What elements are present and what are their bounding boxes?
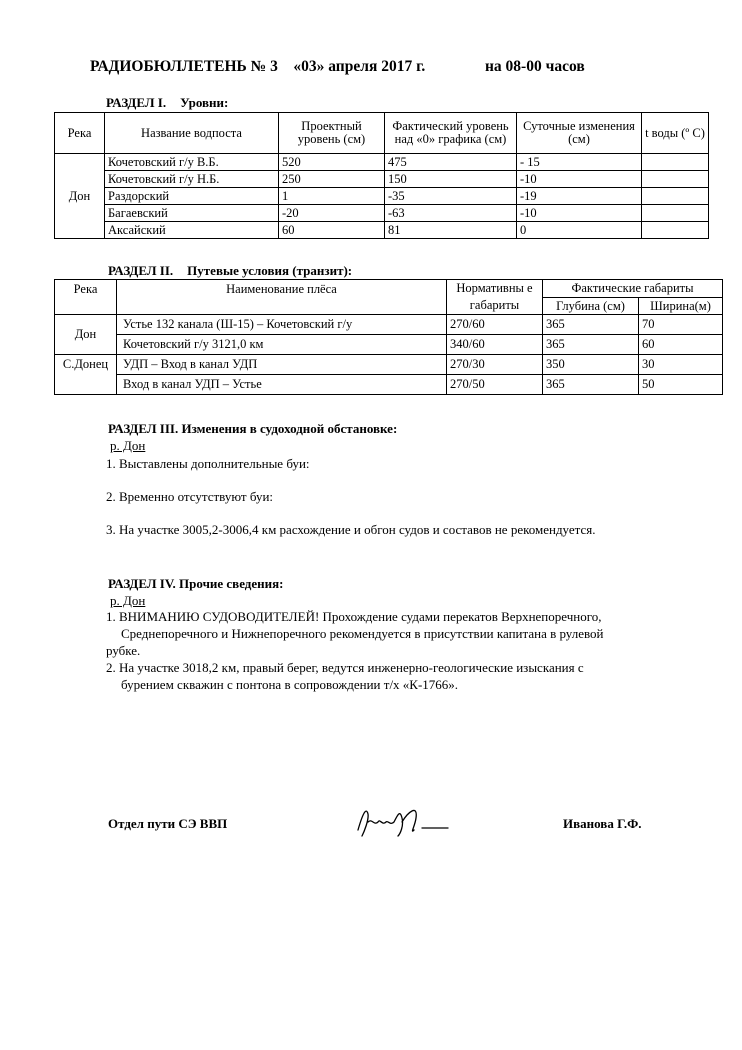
col-actual-dimensions: Фактические габариты xyxy=(543,280,723,298)
department-name: Отдел пути СЭ ВВП xyxy=(108,816,228,831)
col-normative: Нормативны е габариты xyxy=(447,280,543,315)
transit-table xyxy=(54,279,723,395)
col-daily-change: Суточные изменения (см) xyxy=(517,113,642,154)
section3-river: р. Дон xyxy=(110,438,146,453)
col-width: Ширина(м) xyxy=(639,297,723,315)
bulletin-time: на 08-00 часов xyxy=(485,58,585,75)
section4-heading: РАЗДЕЛ IV. Прочие сведения: xyxy=(108,576,284,591)
col-river: Река xyxy=(55,280,117,315)
section4-river: р. Дон xyxy=(110,593,146,608)
section1-heading: РАЗДЕЛ I. Уровни: xyxy=(106,95,229,110)
col-depth: Глубина (см) xyxy=(543,297,639,315)
col-water-temp: t воды (º С) xyxy=(642,113,709,154)
section3-heading: РАЗДЕЛ III. Изменения в судоходной обстановке: xyxy=(108,421,398,436)
table-row: Кочетовский г/у 3121,0 км 340/60 365 60 xyxy=(55,335,723,355)
table-row: Аксайский 60 81 0 xyxy=(55,222,709,239)
table-row: Кочетовский г/у Н.Б. 250 150 -10 xyxy=(55,171,709,188)
levels-table xyxy=(54,112,709,239)
col-project-level: Проектный уровень (см) xyxy=(279,113,385,154)
section3-item: 1. Выставлены дополнительные буи: xyxy=(106,456,310,471)
section4-item1-line: Среднепоречного и Нижнепоречного рекомендуется в присутствии капитана в рулевой xyxy=(121,626,604,641)
table-header-row xyxy=(55,280,723,298)
col-post-name: Название водпоста xyxy=(105,113,279,154)
section4-item1-line: 1. ВНИМАНИЮ СУДОВОДИТЕЛЕЙ! Прохождение судами перекатов Верхнепоречного, xyxy=(106,609,602,624)
signature-image xyxy=(352,800,462,842)
section3-item: 2. Временно отсутствуют буи: xyxy=(106,489,274,504)
river-cell: С.Донец xyxy=(55,355,117,395)
river-cell: Дон xyxy=(55,315,117,355)
section2-heading: РАЗДЕЛ II. Путевые условия (транзит): xyxy=(108,263,353,278)
col-river: Река xyxy=(55,113,105,154)
bulletin-number: РАДИОБЮЛЛЕТЕНЬ № 3 xyxy=(90,58,278,75)
river-cell: Дон xyxy=(55,154,105,239)
col-actual-level: Фактический уровень над «0» графика (см) xyxy=(385,113,517,154)
col-reach-name: Наименование плёса xyxy=(117,280,447,315)
table-row: Раздорский 1 -35 -19 xyxy=(55,188,709,205)
section4-item2-line: 2. На участке 3018,2 км, правый берег, ведутся инженерно-геологические изыскания с xyxy=(106,660,584,675)
table-header-row xyxy=(55,113,709,154)
section3-item: 3. На участке 3005,2-3006,4 км расхождение и обгон судов и составов не рекомендуется. xyxy=(106,522,596,537)
signer-name: Иванова Г.Ф. xyxy=(563,816,642,831)
bulletin-title xyxy=(90,58,585,76)
table-row: Вход в канал УДП – Устье 270/50 365 50 xyxy=(55,375,723,395)
section4-item2-line: бурением скважин с понтона в сопровождении т/х «К-1766». xyxy=(121,677,459,692)
table-row: Багаевский -20 -63 -10 xyxy=(55,205,709,222)
table-row: Дон Устье 132 канала (Ш-15) – Кочетовский г/у 270/60 365 70 xyxy=(55,315,723,335)
table-row: С.Донец УДП – Вход в канал УДП 270/30 350 30 xyxy=(55,355,723,375)
section4-item1-line: рубке. xyxy=(106,643,141,658)
table-row: Дон Кочетовский г/у В.Б. 520 475 - 15 xyxy=(55,154,709,171)
bulletin-date: «03» апреля 2017 г. xyxy=(293,58,426,75)
